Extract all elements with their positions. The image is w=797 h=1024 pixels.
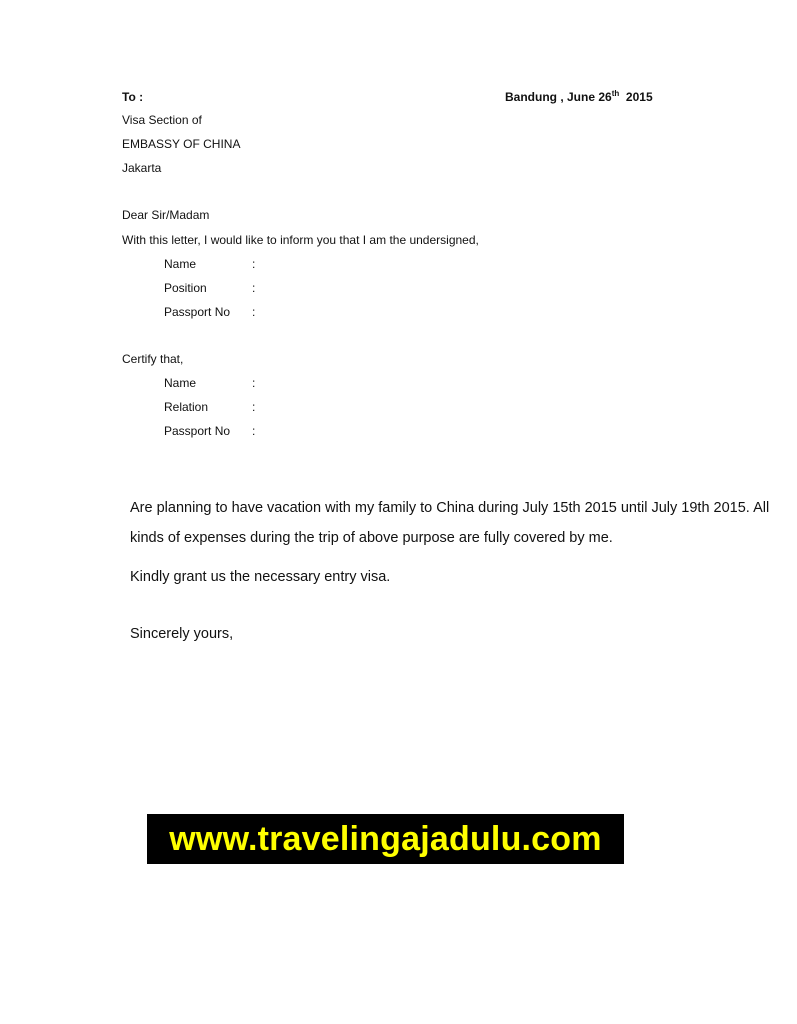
field-separator: : (252, 257, 256, 271)
field-label-name: Name (164, 257, 197, 271)
to-label: To : (122, 90, 144, 104)
request-line: Kindly grant us the necessary entry visa. (130, 569, 391, 585)
body-paragraph-line-1: Are planning to have vacation with my family to China during July 15th 2015 until July 19th 2015. All (130, 500, 770, 516)
field-separator: : (252, 305, 256, 319)
closing: Sincerely yours, (130, 626, 234, 642)
recipient-line-3: Jakarta (122, 161, 162, 175)
field-label-passport-no: Passport No (164, 305, 231, 319)
date-prefix: Bandung , June 26 (505, 90, 612, 104)
field-label-name: Name (164, 376, 197, 390)
field-label-position: Position (164, 281, 207, 295)
date-ordinal: th (611, 89, 620, 98)
field-label-relation: Relation (164, 400, 209, 414)
field-separator: : (252, 281, 256, 295)
salutation: Dear Sir/Madam (122, 208, 210, 222)
recipient-line-2: EMBASSY OF CHINA (122, 137, 241, 151)
recipient-line-1: Visa Section of (122, 113, 202, 127)
field-separator: : (252, 424, 256, 438)
field-separator: : (252, 400, 256, 414)
body-paragraph-line-2: kinds of expenses during the trip of above purpose are fully covered by me. (130, 530, 613, 546)
certify-heading: Certify that, (122, 352, 184, 366)
intro-text: With this letter, I would like to inform you that I am the undersigned, (122, 233, 479, 247)
letter-date (505, 90, 653, 104)
field-separator: : (252, 376, 256, 390)
date-year: 2015 (619, 90, 653, 104)
website-watermark: www.travelingajadulu.com (147, 814, 624, 864)
field-label-passport-no: Passport No (164, 424, 231, 438)
